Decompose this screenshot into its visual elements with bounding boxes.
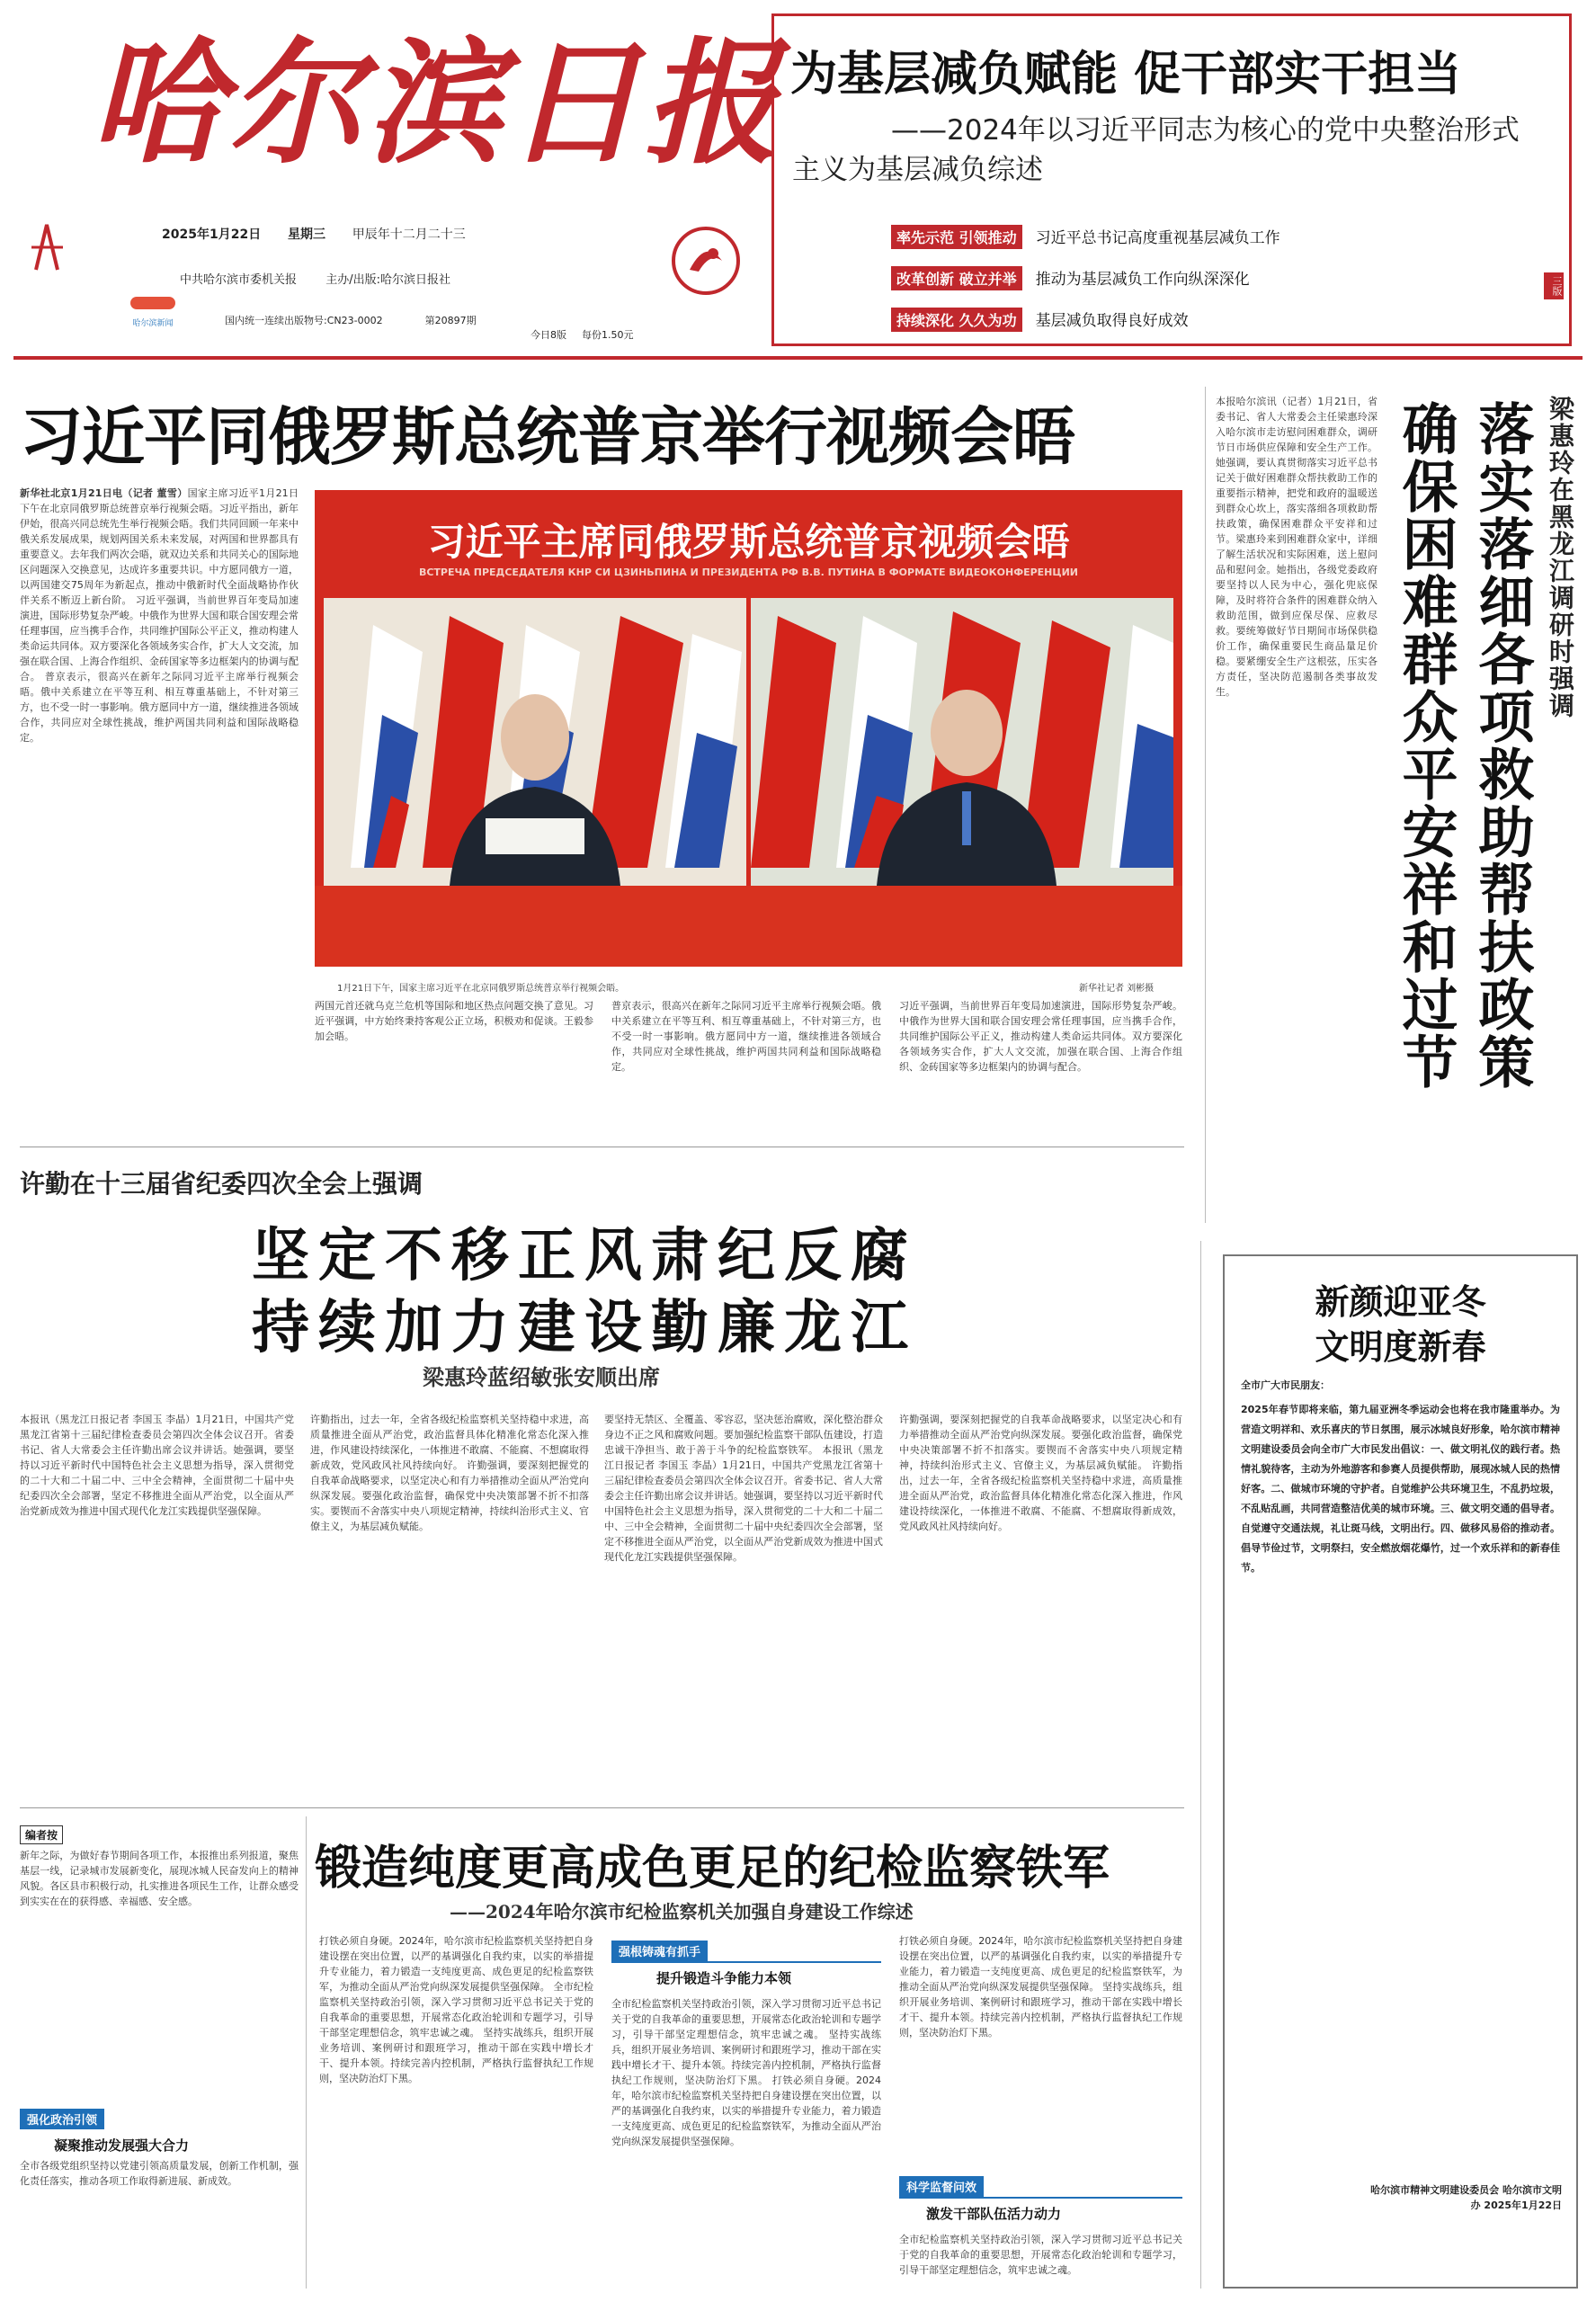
top-feature-headline: 为基层减负赋能 促干部实干担当 xyxy=(790,48,1462,102)
third-section-1 xyxy=(611,1941,881,1993)
lead-headline[interactable]: 习近平同俄罗斯总统普京举行视频会晤 xyxy=(20,400,1074,474)
top-feature-tag-1: 率先示范 引领推动 xyxy=(891,225,1022,249)
right-column-divider xyxy=(1205,387,1206,1223)
right-story-headline-1[interactable]: 落实落细各项救助帮扶政策 xyxy=(1469,400,1535,1091)
photo-desk xyxy=(315,886,1182,967)
editor-note-body xyxy=(20,1848,299,2100)
masthead-rule xyxy=(13,356,1583,360)
lunar-date: 甲辰年十二月二十三 xyxy=(352,228,466,242)
third-body-c: 坚持实战练兵，组织开展业务培训、案例研讨和跟班学习，推动干部在实践中增长才干、提升本领。持续完善内控机制，严格执行监督执纪工作规则，坚决防治灯下黑。 xyxy=(319,2027,593,2084)
lead-body-c: 普京表示，很高兴在新年之际同习近平主席举行视频会晤。俄中关系建立在平等互利、相互尊重基础上，不针对第三方，也不受一时一事影响。俄方愿同中方一道，继续推进各领域合作，共同应对全球性挑战，维护两国共同利益和国际战略稳定。 xyxy=(20,671,299,744)
right-story-body xyxy=(1216,394,1378,1176)
third-body-col-1 xyxy=(319,1933,593,2284)
third-section-1-title: 提升锻造斗争能力本领 xyxy=(656,1970,792,1986)
third-section-1-tag: 强根铸魂有抓手 xyxy=(611,1941,708,1961)
second-body-b: 许勤指出，过去一年，全省各级纪检监察机关坚持稳中求进，高质量推进全面从严治党，政治监督具体化精准化常态化深入推进，作风建设持续深化，一体推进不敢腐、不能腐、不想腐取得新成效，党风政风社风持续向好。 xyxy=(310,1414,589,1471)
sponsor-line xyxy=(180,270,450,287)
third-body-a-3: 打铁必须自身硬。2024年，哈尔滨市纪检监察机关坚持把自身建设摆在突出位置，以严的基调强化自我约束，以实的举措提升专业能力，着力锻造一支纯度更高、成色更足的纪检监察铁军，为推动全面从严治党向纵深发展提供坚强保障。 xyxy=(899,1935,1182,1993)
top-feature-item-3[interactable] xyxy=(891,308,1189,332)
lead-body-d-1: 两国元首还就乌克兰危机等国际和地区热点问题交换了意见。习近平强调，中方始终秉持客观公正立场，积极劝和促谈。王毅参加会晤。 xyxy=(315,1000,593,1042)
publisher-logo-icon xyxy=(27,220,67,274)
left-flags-icon xyxy=(324,598,746,886)
price: 每份1.50元 xyxy=(582,329,634,341)
third-body-a: 打铁必须自身硬。2024年，哈尔滨市纪检监察机关坚持把自身建设摆在突出位置，以严的基调强化自我约束，以实的举措提升专业能力，着力锻造一支纯度更高、成色更足的纪检监察铁军，为推动全面从严治党向纵深发展提供坚强保障。 xyxy=(319,1935,593,1993)
third-section-2-title: 激发干部队伍活力动力 xyxy=(926,2206,1062,2222)
civility-body-text: 2025年春节即将来临，第九届亚洲冬季运动会也将在我市隆重举办。为营造文明祥和、欢乐喜庆的节日氛围，展示冰城良好形象，哈尔滨市精神文明建设委员会向全市广大市民发出倡议：一、做文明礼仪的践行者。热情礼貌待客，主动为外地游客和参赛人员提供帮助，展现冰城人民的热情好客。二、做城市环境的守护者。自觉维护公共环境卫生，不乱扔垃圾，不乱贴乱画，共同营造整洁优美的城市环境。三、做文明交通的倡导者。自觉遵守交通法规，礼让斑马线，文明出行。四、做移风易俗的推动者。倡导节俭过节，文明祭扫，安全燃放烟花爆竹，过一个欢乐祥和的新春佳节。 xyxy=(1241,1404,1560,1574)
issue-number: 第20897期 xyxy=(424,315,477,326)
second-body-a: 本报讯（黑龙江日报记者 李国玉 李晶）1月21日，中国共产党黑龙江省第十三届纪律检查委员会第四次全体会议召开。省委书记、省人大常委会主任许勤出席会议并讲话。她强调，要坚持以习近平新时代中国特色社会主义思想为指导，深入贯彻党的二十大和二十届二中、三中全会精神，全面贯彻二十届中央纪委四次全会部署，坚定不移推进全面从严治党，以全面从严治党新成效为推进中国式现代化龙江实践提供坚强保障。 xyxy=(20,1414,294,1517)
bottom-section-rule xyxy=(20,1807,1184,1808)
sponsor: 中共哈尔滨市委机关报 xyxy=(180,273,298,287)
right-story-body-text: 本报哈尔滨讯（记者）1月21日，省委书记、省人大常委会主任梁惠玲深入哈尔滨市走访慰问困难群众，调研节日市场供应保障和安全生产工作。她强调，要认真贯彻落实习近平总书记关于做好困难群众帮扶救助工作的重要指示精神，把党和政府的温暖送到群众心坎上，落实落细各项救助帮扶政策，确保困难群众平安祥和过节。梁惠玲来到困难群众家中，详细了解生活状况和实际困难，送上慰问品和慰问金。她指出，各级党委政府要坚持以人民为中心，强化兜底保障，及时将符合条件的困难群众纳入救助范围，做到应保尽保、应救尽救。要统筹做好节日期间市场保供稳价工作，确保重要民生商品量足价稳。要紧绷安全生产这根弦，压实各方责任，坚决防范遏制各类事故发生。 xyxy=(1216,396,1378,698)
left-col-body-b-text: 全市各级党组织坚持以党建引领高质量发展，创新工作机制，强化责任落实，推动各项工作取得新进展、新成效。 xyxy=(20,2160,299,2187)
third-body-col-3b xyxy=(899,2232,1182,2286)
lead-dateline: 新华社北京1月21日电（记者 董雪） xyxy=(20,487,188,499)
cn-line xyxy=(225,313,477,327)
left-col-sub-headline: 凝聚推动发展强大合力 xyxy=(54,2137,190,2154)
lead-photo[interactable] xyxy=(315,490,1182,967)
cn-number: 国内统一连续出版物号:CN23-0002 xyxy=(225,315,383,326)
lead-photo-caption: 1月21日下午，国家主席习近平在北京同俄罗斯总统普京举行视频会晤。 xyxy=(337,984,625,994)
third-body-b-2: 全市纪检监察机关坚持政治引领，深入学习贯彻习近平总书记关于党的自我革命的重要思想，开展常态化政治轮训和专题学习，引导干部坚定理想信念，筑牢忠诚之魂。 xyxy=(611,1998,881,2040)
lead-photo-credit: 新华社记者 刘彬摄 xyxy=(1079,984,1155,994)
civility-headline-2[interactable]: 文明度新春 xyxy=(1315,1327,1486,1367)
civility-headline-1[interactable]: 新颜迎亚冬 xyxy=(1315,1282,1486,1322)
third-section-2-tag: 科学监督问效 xyxy=(899,2176,984,2197)
third-body-col-3 xyxy=(899,1933,1182,2167)
third-body-c-2: 坚持实战练兵，组织开展业务培训、案例研讨和跟班学习，推动干部在实践中增长才干、提升本领。持续完善内控机制，严格执行监督执纪工作规则，坚决防治灯下黑。 xyxy=(611,2029,881,2086)
third-story-headline[interactable]: 锻造纯度更高成色更足的纪检监察铁军 xyxy=(315,1842,1110,1896)
third-body-b: 全市纪检监察机关坚持政治引领，深入学习贯彻习近平总书记关于党的自我革命的重要思想，开展常态化政治轮训和专题学习，引导干部坚定理想信念，筑牢忠诚之魂。 xyxy=(319,1981,593,2039)
top-feature-tag-3: 持续深化 久久为功 xyxy=(891,308,1022,332)
third-section-2 xyxy=(899,2176,1182,2228)
top-feature-box xyxy=(771,13,1572,346)
lead-body-col-1 xyxy=(20,486,299,1124)
issue-date: 2025年1月22日 xyxy=(162,228,262,242)
left-col-body-b xyxy=(20,2158,299,2284)
second-body-b-2: 许勤指出，过去一年，全省各级纪检监察机关坚持稳中求进，高质量推进全面从严治党，政治监督具体化精准化常态化深入推进，作风建设持续深化，一体推进不敢腐、不能腐、不想腐取得新成效，党风政风社风持续向好。 xyxy=(899,1459,1182,1532)
bottom-left-divider xyxy=(306,1816,307,2289)
page-count: 今日8版 xyxy=(531,329,566,341)
lead-body-col-4 xyxy=(899,998,1182,1124)
right-story-kicker: 梁惠玲在黑龙江调研时强调 xyxy=(1546,396,1575,719)
bottom-right-divider xyxy=(1200,1241,1201,2289)
civility-signoff: 哈尔滨市精神文明建设委员会 哈尔滨市文明办 2025年1月22日 xyxy=(1370,2184,1562,2211)
second-body-col-3 xyxy=(604,1412,883,1789)
top-feature-item-1[interactable] xyxy=(891,225,1280,249)
left-col-tag: 强化政治引领 xyxy=(20,2109,104,2129)
top-feature-subhead: ——2024年以习近平同志为核心的党中央整治形式主义为基层减负综述 xyxy=(792,114,1520,186)
second-body-col-4 xyxy=(899,1412,1182,1789)
photo-right-panel xyxy=(751,598,1173,886)
third-body-a-2: 打铁必须自身硬。2024年，哈尔滨市纪检监察机关坚持把自身建设摆在突出位置，以严的基调强化自我约束，以实的举措提升专业能力，着力锻造一支纯度更高、成色更足的纪检监察铁军，为推动全面从严治党向纵深发展提供坚强保障。 xyxy=(611,2074,881,2147)
second-story-attendees: 梁惠玲蓝绍敏张安顺出席 xyxy=(423,1364,660,1390)
third-body-b-3: 全市纪检监察机关坚持政治引领，深入学习贯彻习近平总书记关于党的自我革命的重要思想，开展常态化政治轮训和专题学习，引导干部坚定理想信念，筑牢忠诚之魂。 xyxy=(899,2234,1182,2276)
third-story-subhead: ——2024年哈尔滨市纪检监察机关加强自身建设工作综述 xyxy=(450,1901,914,1923)
page-ref-badge[interactable]: 三版 xyxy=(1544,272,1564,299)
second-body-c: 许勤强调，要深刻把握党的自我革命战略要求，以坚定决心和有力举措推动全面从严治党向纵深发展。要强化政治监督，确保党中央决策部署不折不扣落实。要锲而不舍落实中央八项规定精神，持续纠治形式主义、官僚主义，为基层减负赋能。 xyxy=(310,1459,589,1532)
right-flags-icon xyxy=(751,598,1173,886)
second-body-c-2: 许勤强调，要深刻把握党的自我革命战略要求，以坚定决心和有力举措推动全面从严治党向纵深发展。要强化政治监督，确保党中央决策部署不折不扣落实。要锲而不舍落实中央八项规定精神，持续纠治形式主义、官僚主义，为基层减负赋能。 xyxy=(899,1414,1182,1471)
second-body-col-1 xyxy=(20,1412,294,1789)
photo-banner-title: 习近平主席同俄罗斯总统普京视频会晤 xyxy=(427,520,1070,564)
lead-body-col-2 xyxy=(315,998,593,1124)
editor-note-label: 编者按 xyxy=(20,1825,63,1844)
second-story-headline-1[interactable]: 坚定不移正风肃纪反腐 xyxy=(252,1222,917,1289)
third-body-col-2 xyxy=(611,1996,881,2266)
publisher: 主办/出版:哈尔滨日报社 xyxy=(325,273,451,287)
top-feature-item-2[interactable] xyxy=(891,266,1250,290)
top-feature-text-2: 推动为基层减负工作向纵深深化 xyxy=(1035,271,1250,289)
top-feature-text-1: 习近平总书记高度重视基层减负工作 xyxy=(1035,229,1280,247)
issue-weekday: 星期三 xyxy=(287,228,325,242)
second-body-col-2 xyxy=(310,1412,589,1789)
left-col-tag-row xyxy=(20,2109,104,2129)
brand-badge xyxy=(103,297,202,333)
second-story-kicker: 许勤在十三届省纪委四次全会上强调 xyxy=(20,1169,424,1199)
lead-body-c-2: 普京表示，很高兴在新年之际同习近平主席举行视频会晤。俄中关系建立在平等互利、相互尊重基础上，不针对第三方，也不受一时一事影响。俄方愿同中方一道，继续推进各领域合作，共同应对全球性挑战，维护两国共同利益和国际战略稳定。 xyxy=(611,1000,881,1073)
photo-banner-russian: ВСТРЕЧА ПРЕДСЕДАТЕЛЯ КНР СИ ЦЗИНЬПИНА И ПРЕЗИДЕНТА РФ В.В. ПУТИНА В ФОРМАТЕ ВИДЕОКОНФЕРЕНЦИИ xyxy=(418,567,1079,578)
lead-body-col-3 xyxy=(611,998,881,1124)
second-story-headline-2[interactable]: 持续加力建设勤廉龙江 xyxy=(252,1294,917,1361)
top-feature-text-3: 基层减负取得良好成效 xyxy=(1035,312,1189,330)
civility-greeting: 全市广大市民朋友： xyxy=(1241,1379,1330,1391)
masthead-title: 哈尔滨日报 xyxy=(90,24,783,183)
lead-body-b-2: 习近平强调，当前世界百年变局加速演进，国际形势复杂严峻。中俄作为世界大国和联合国安理会常任理事国，应当携手合作，共同维护国际公平正义，推动构建人类命运共同体。双方要深化各领域务实合作，扩大人文交流，加强在联合国、上海合作组织、金砖国家等多边框架内的协调与配合。 xyxy=(899,1000,1182,1073)
editor-note-text: 新年之际，为做好春节期间各项工作，本报推出系列报道，聚焦基层一线，记录城市发展新变化，展现冰城人民奋发向上的精神风貌。各区县市积极行动，扎实推进各项民生工作，让群众感受到实实在在的获得感、幸福感、安全感。 xyxy=(20,1850,299,1907)
right-story-headline-2[interactable]: 确保困难群众平安祥和过节 xyxy=(1393,400,1458,1091)
lead-body-b: 习近平强调，当前世界百年变局加速演进，国际形势复杂严峻。中俄作为世界大国和联合国安理会常任理事国，应当携手合作，共同维护国际公平正义，推动构建人类命运共同体。双方要深化各领域务实合作，扩大人文交流，加强在联合国、上海合作组织、金砖国家等多边框架内的协调与配合。 xyxy=(20,594,299,683)
lead-body-a: 国家主席习近平1月21日下午在北京同俄罗斯总统普京举行视频会晤。习近平指出，新年伊始，很高兴同总统先生举行视频会晤。我们共同回顾一年来中俄关系发展成果，规划两国关系未来发展，对两国和世界都具有重要意义。去年我们两次会晤，就双边关系和共同关心的国际地区问题深入交换意见，达成许多重要共识。中方愿同俄方一道，以两国建交75周年为新起点，推动中俄新时代全面战略协作伙伴关系不断迈上新台阶。 xyxy=(20,487,299,606)
seal-icon xyxy=(670,225,742,297)
price-line xyxy=(531,327,634,342)
photo-left-panel xyxy=(324,598,746,886)
second-body-a-2: 本报讯（黑龙江日报记者 李国玉 李晶）1月21日，中国共产党黑龙江省第十三届纪律检查委员会第四次全体会议召开。省委书记、省人大常委会主任许勤出席会议并讲话。她强调，要坚持以习近平新时代中国特色社会主义思想为指导，深入贯彻党的二十大和二十届二中、三中全会精神，全面贯彻二十届中央纪委四次全会部署，坚定不移推进全面从严治党，以全面从严治党新成效为推进中国式现代化龙江实践提供坚强保障。 xyxy=(604,1444,883,1563)
civility-body xyxy=(1241,1400,1560,2164)
second-body-d: 要坚持无禁区、全覆盖、零容忍，坚决惩治腐败，深化整治群众身边不正之风和腐败问题。要加强纪检监察干部队伍建设，打造忠诚干净担当、敢于善于斗争的纪检监察铁军。 xyxy=(604,1414,883,1456)
brand-badge-caption: 哈尔滨新闻 xyxy=(132,319,174,328)
date-line xyxy=(162,225,466,243)
top-feature-tag-2: 改革创新 破立并举 xyxy=(891,266,1022,290)
third-body-c-3: 坚持实战练兵，组织开展业务培训、案例研讨和跟班学习，推动干部在实践中增长才干、提升本领。持续完善内控机制，严格执行监督执纪工作规则，坚决防治灯下黑。 xyxy=(899,1981,1182,2039)
civility-box xyxy=(1223,1254,1578,2289)
